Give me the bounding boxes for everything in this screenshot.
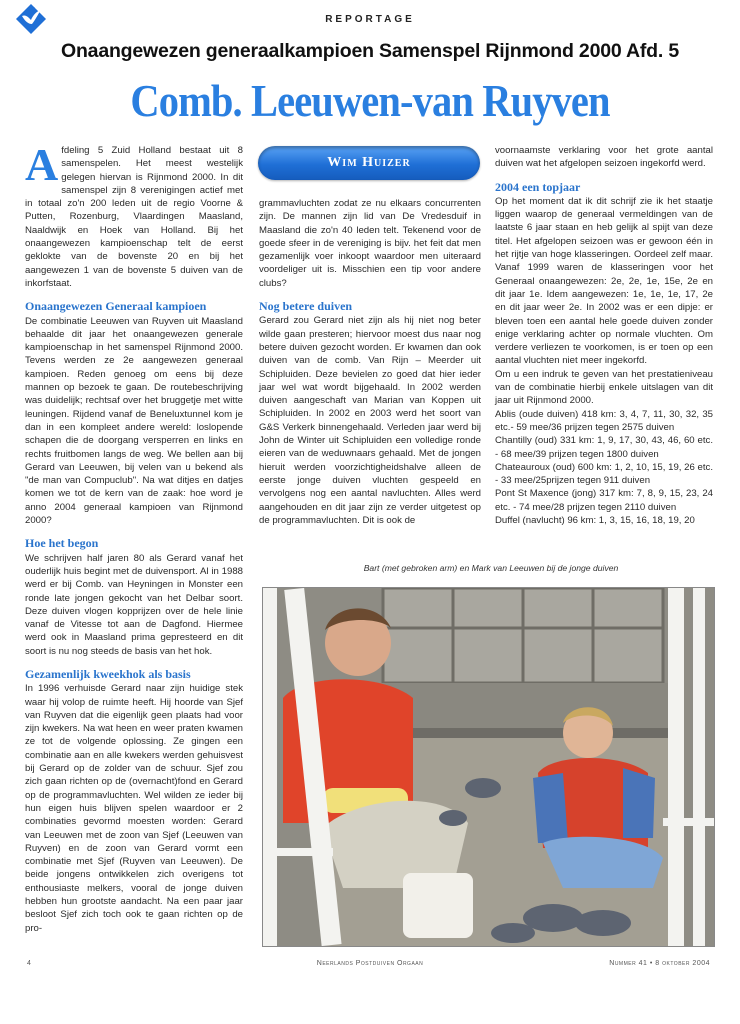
paragraph: grammavluchten zodat ze nu elkaars concurrenten zijn. De mannen zijn lid van De Vredesduif in Maasland die zo'n 40 leden telt. Tekenend voor de goede sfeer in de vereniging is bijv. het feit dat men gezamenlijk voer inkoopt waardoor men uiteraard voordeliger uit is. Misschien een tip voor andere clubs?	[259, 198, 481, 289]
page-number: 4	[27, 960, 32, 967]
drop-cap: A	[25, 139, 59, 190]
section-heading: Gezamenlijk kweekhok als basis	[25, 666, 191, 681]
section-heading: 2004 een topjaar	[495, 179, 581, 194]
section-heading: Nog betere duiven	[259, 299, 353, 314]
paragraph: In 1996 verhuisde Gerard naar zijn huidige stek waar hij volop de ruimte heeft. Hij hoorde van Sjef van Ruyven dat die eigenlijk geen plaats had voor zijn kwekers. Na wat heen en weer praten kwamen ze tot de volgende oplossing. Ze gingen een combinatie aan en alle kwekers werden gehuisvest bij Gerard op de zolder van de schuur. Sjef zou zich gaan richten op de (overnacht)fond en Gerard op de programmavluchten. Wel wilden ze ieder bij hun eigen huis blijven spelen waardoor er 2 combinaties gevormd moesten worden: Gerard van Leeuwen met de zoon van Sjef (Leeuwen van Ruyven) en de zoon van Gerard vormt een combinatie met Sjef (Ruyven van Leeuwen). De beide jongens ontwikkelen zich overigens tot enthousiaste melkers, vooral de jonge duiven hebben hun grootste aandacht. Na een paar jaar besloot Sjef zich toch ook te gaan richten op de pro-	[25, 683, 243, 934]
result-line: Ablis (oude duiven) 418 km: 3, 4, 7, 11, 30, 32, 35 etc.- 59 mee/36 prijzen tegen 2575 duiven	[495, 408, 713, 433]
paragraph: De combinatie Leeuwen van Ruyven uit Maasland behaalde dit jaar het onaangewezen generale kampioenschap in het samenspel Rijnmond 2000. Tevens werden ze 2e aangewezen generaal kampioen. Reden genoeg om eens bij deze mannen op bezoek te gaan. De routebeschrijving was duidelijk; rechtsaf over het bruggetje met witte leuningen. Rijdend vanaf de Beneluxtunnel kom je dan in een kompleet andere wereld: loslopende schapen die de doorgang versperren en links en rechts fruitbomen langs de weg. We bellen aan bij Gerard van Leeuwen, bij velen van u bekend als "de man van Compuclub". Na wat ditjes en datjes komen we tot de kern van de zaak: hoe word je anno 2004 generaal kampioen van Rijnmond 2000?	[25, 315, 243, 527]
column-1	[25, 139, 243, 935]
publication-name: Neerlands Postduiven Orgaan	[316, 960, 424, 967]
article-subtitle: Onaangewezen generaalkampioen Samenspel Rijnmond 2000 Afd. 5	[61, 40, 679, 62]
column-3	[495, 144, 713, 527]
photo-two-boys-with-pigeons	[262, 587, 715, 947]
paragraph: Gerard zou Gerard niet zijn als hij niet nog beter wilde gaan presteren; hiervoor moest dus naar nog betere duiven gezocht worden. Er kwamen dan ook duiven van de comb. Van Rijn – Meerder uit Schipluiden. Deze bevielen zo goed dat hier ieder jaar wel wat wordt bijgehaald. In 2002 werden duiven aangeschaft van Marian van Koppen uit Schipluiden. In 2002 en 2003 werd het soort van G&S Verkerk binnengehaald. Verleden jaar werd bij John de Winter uit Schipluiden een volledige ronde eieren van de weduwnaars gehaald. Met de jongen hieruit werden voorzichtigheidshalve alleen de eerste jonge duiven vluchten gespeeld en vervolgens nog een aantal navluchten. Alles werd aangehouden en dit jaar zijn ze verder uitgetest op de programmavluchten. Dit is ook de	[259, 315, 481, 526]
article-title: Comb. Leeuwen-van Ruyven	[130, 75, 610, 126]
section-heading: Hoe het begon	[25, 536, 99, 551]
intro-paragraph: Afdeling 5 Zuid Holland bestaat uit 8 samenspelen. Het meest westelijk gelegen hiervan is Rijnmond 2000. In dit samenspel zijn 8 verenigingen actief met in totaal zo'n 200 leden uit de regio Voorne & Putten, Rozenburg, Vlaardingen Maasland, Naaldwijk en Hoek van Holland. Bij het onaangewezen kampioenschap telt de eerst geklokte van de bovenste 20 en bij het aangewezen 1 van de bovenste 5 duiven van de inkorfstaat.	[25, 139, 243, 289]
paragraph: voornaamste verklaring voor het grote aantal duiven wat het afgelopen seizoen ingekorfd werd.	[495, 145, 713, 170]
section-heading: Onaangewezen Generaal kampioen	[25, 299, 207, 314]
paragraph: We schrijven half jaren 80 als Gerard vanaf het ouderlijk huis begint met de duivensport. Al in 1988 werd er bij Comb. van Heyningen in Monster een ronde late jongen gekocht van het Delbar soort. Deze duiven vlogen kopprijzen over de hele linie vanaf de Vitesse tot aan de Dagfond. Hiermee werd ook in Maasland prima gepresteerd en dit soort is nu nog steeds de basis van het hok.	[25, 552, 243, 657]
column-2	[259, 197, 481, 527]
photo-caption: Bart (met gebroken arm) en Mark van Leeuwen bij de jonge duiven	[363, 563, 619, 573]
author-byline: Wim Huizer	[258, 146, 480, 180]
paragraph: Om u een indruk te geven van het prestatieniveau van de combinatie hierbij enkele uitslagen van dit jaar uit Rijnmond 2000.	[495, 368, 713, 407]
section-label: REPORTAGE	[325, 14, 415, 25]
issue-info: Nummer 41 • 8 oktober 2004	[609, 960, 710, 967]
result-line: Duffel (navlucht) 96 km: 1, 3, 15, 16, 18, 19, 20	[495, 515, 695, 527]
paragraph: Op het moment dat ik dit schrijf zie ik het staatje liggen waarop de generaal vermeldingen van de laatste 6 jaar staan en heb gelijk al spijt van deze titel. Het afgelopen seizoen was er gewoon één in het rijtje van hoge klasseringen. Oordeel zelf maar. Vanaf 1999 waren de klasseringen voor het Generaal onaangewezen: 2e, 2e, 1e, 15e, 2e en dit jaar 1e. Idem aangewezen: 1e, 1e, 1e, 17, 2e en dit jaar weer 2e. In 2002 was er een dipje: er bleven toen een aantal hele goede duiven zonder enige verklaring achter op normale vluchten. Om verdere verliezen te voorkomen, is er toen op een aantal vluchten niet meer ingekorfd.	[495, 195, 713, 367]
result-line: Chateauroux (oud) 600 km: 1, 2, 10, 15, 19, 26 etc. - 33 mee/25prijzen tegen 911 duiven	[495, 461, 713, 487]
result-line: Chantilly (oud) 331 km: 1, 9, 17, 30, 43, 46, 60 etc. - 68 mee/39 prijzen tegen 1800 duiven	[495, 435, 713, 460]
result-line: Pont St Maxence (jong) 317 km: 7, 8, 9, 15, 23, 24 etc. - 74 mee/28 prijzen tegen 2110 duiven	[495, 488, 713, 513]
